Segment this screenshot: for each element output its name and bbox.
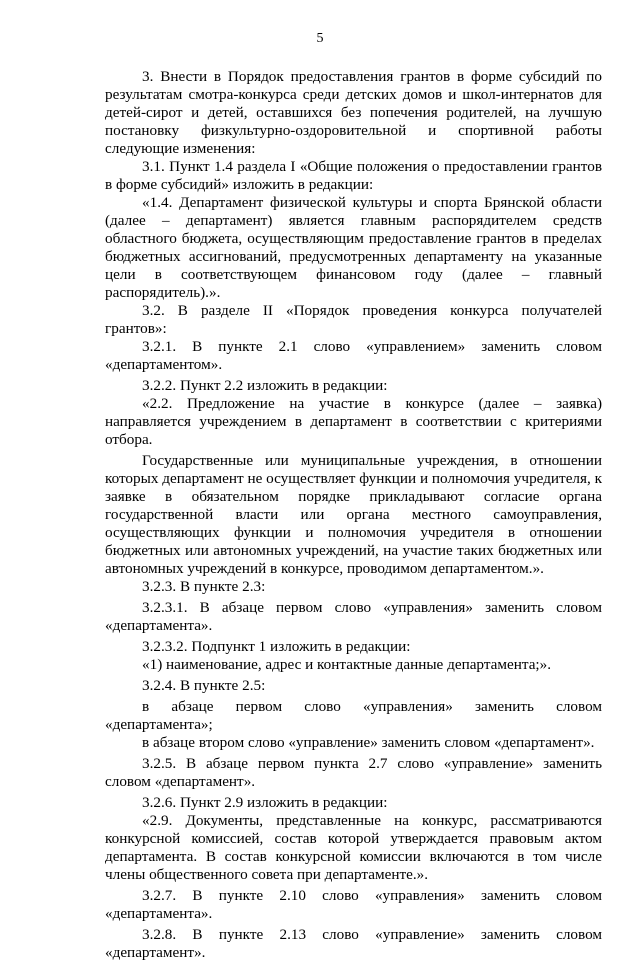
paragraph-3-2-4-first: в абзаце первом слово «управления» заменить словом «департамента»;	[105, 698, 602, 733]
paragraph-3-2-3: 3.2.3. В пункте 2.3:	[142, 578, 266, 595]
paragraph-3-2-2: 3.2.2. Пункт 2.2 изложить в редакции:	[142, 377, 388, 394]
document-body	[105, 68, 602, 962]
paragraph-3-2-4-second: в абзаце втором слово «управление» заменить словом «департамент».	[142, 734, 595, 751]
paragraph-2-2-quote: «2.2. Предложение на участие в конкурсе (далее – заявка) направляется учреждением в департамент в соответствии с критериями отбора.	[105, 395, 602, 448]
paragraph-2-9-quote: «2.9. Документы, представленные на конкурс, рассматриваются конкурсной комиссией, состав которой утверждается правовым актом департамента. В состав конкурсной комиссии включаются в том числе члены общественного совета при департаменте.».	[105, 812, 602, 883]
page-number: 5	[316, 31, 324, 46]
paragraph-3-1: 3.1. Пункт 1.4 раздела I «Общие положения о предоставлении грантов в форме субсидий» изложить в редакции:	[105, 158, 602, 193]
paragraph-subitem-1-quote: «1) наименование, адрес и контактные данные департамента;».	[142, 656, 552, 673]
paragraph-3: 3. Внести в Порядок предоставления грантов в форме субсидий по результатам смотра-конкурса среди детских домов и школ-интернатов для детей-сирот и детей, оставшихся без попечения родителей, на лучшую постановку физкультурно-оздоровительной и спортивной работы следующие изменения:	[105, 68, 602, 157]
paragraph-2-2-continued: Государственные или муниципальные учреждения, в отношении которых департамент не осуществляет функции и полномочия учредителя, к заявке в обязательном порядке прикладывают согласие органа государственной власти или органа местного самоуправления, осуществляющих функции и полномочия учредителя в отношении бюджетных или автономных учреждений, на участие таких бюджетных или автономных учреждений в конкурсе, проводимом департаментом.».	[105, 452, 602, 577]
paragraph-3-2-4: 3.2.4. В пункте 2.5:	[142, 677, 266, 694]
paragraph-3-2-3-1: 3.2.3.1. В абзаце первом слово «управления» заменить словом «департамента».	[105, 599, 602, 634]
paragraph-1-4-quote: «1.4. Департамент физической культуры и спорта Брянской области (далее – департамент) является главным распорядителем средств областного бюджета, осуществляющим предоставление грантов в пределах бюджетных ассигнований, предусмотренных департаменту на указанные цели в соответствующем финансовом году (далее – главный распорядитель).».	[105, 194, 602, 301]
paragraph-3-2-8: 3.2.8. В пункте 2.13 слово «управление» заменить словом «департамент».	[105, 926, 602, 961]
paragraph-3-2-6: 3.2.6. Пункт 2.9 изложить в редакции:	[142, 794, 388, 811]
paragraph-3-2-3-2: 3.2.3.2. Подпункт 1 изложить в редакции:	[142, 638, 411, 655]
paragraph-3-2-1: 3.2.1. В пункте 2.1 слово «управлением» заменить словом «департаментом».	[105, 338, 602, 373]
paragraph-3-2: 3.2. В разделе II «Порядок проведения конкурса получателей грантов»:	[105, 302, 602, 337]
paragraph-3-2-5: 3.2.5. В абзаце первом пункта 2.7 слово «управление» заменить словом «департамент».	[105, 755, 602, 790]
paragraph-3-2-7: 3.2.7. В пункте 2.10 слово «управления» заменить словом «департамента».	[105, 887, 602, 922]
